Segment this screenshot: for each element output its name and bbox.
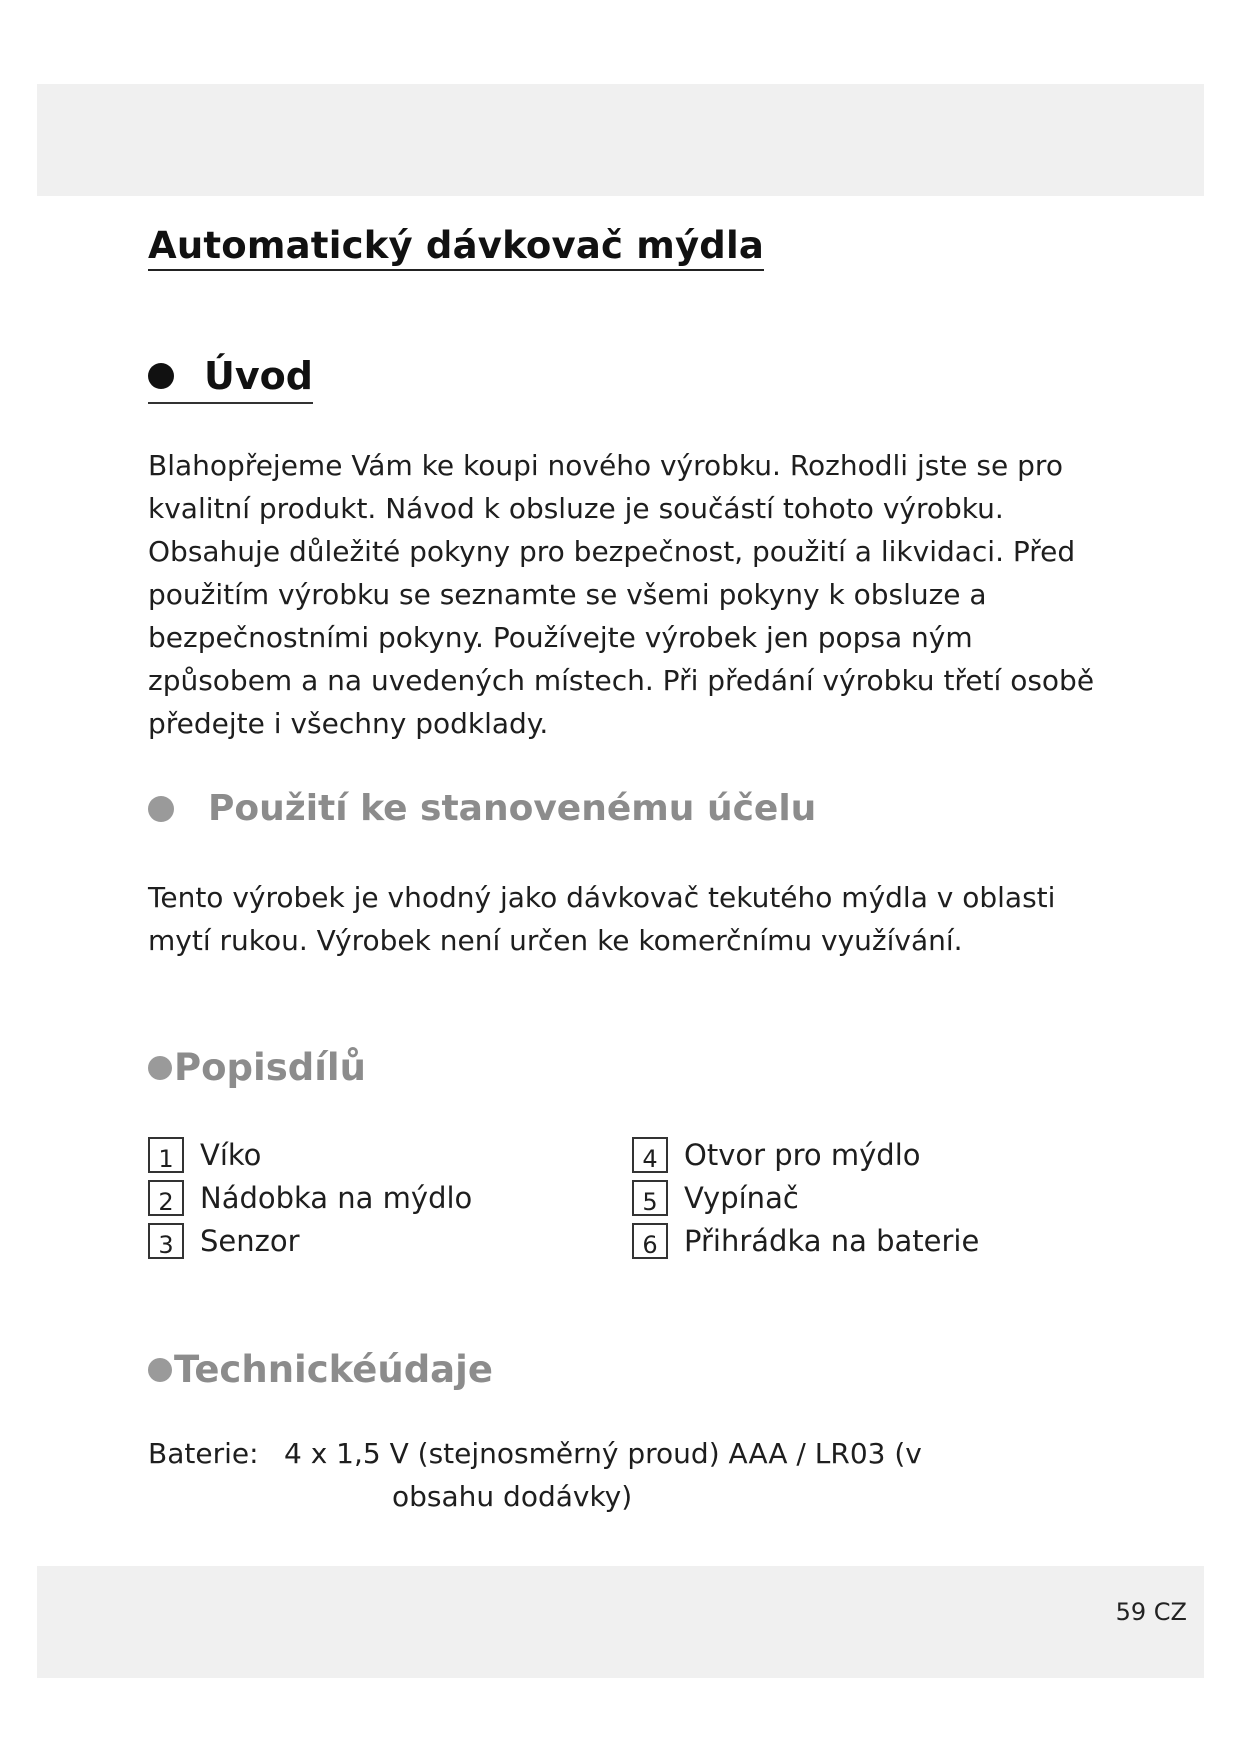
part-number-box: 1 [148, 1137, 184, 1173]
part-label: Senzor [200, 1223, 300, 1258]
part-number-box: 5 [632, 1180, 668, 1216]
part-label: Přihrádka na baterie [684, 1223, 980, 1258]
part-number-box: 3 [148, 1223, 184, 1259]
part-label: Otvor pro mýdlo [684, 1137, 921, 1172]
page-number: 59 CZ [1115, 1598, 1187, 1626]
bullet-icon [148, 796, 174, 822]
section-heading-parts [148, 1046, 366, 1089]
intro-paragraph: Blahopřejeme Vám ke koupi nového výrobku. Rozhodli jste se pro kvalitní produkt. Návod k obsluze je součástí tohoto výrobku. Obsahuje důležité pokyny pro bezpečnost, použití a likvidaci. Před použitím výrobku se seznamte se všemi pokyny k obsluze a bezpečnostními pokyny. Používejte výrobek jen popsa ným způsobem a na uvedených místech. Při předání výrobku třetí osobě předejte i všechny podklady. [148, 449, 1095, 740]
section-heading-tech-text: Technickéúdaje [174, 1348, 493, 1391]
part-label: Vypínač [684, 1180, 799, 1215]
usage-paragraph: Tento výrobek je vhodný jako dávkovač tekutého mýdla v oblasti mytí rukou. Výrobek není určen ke komerčnímu využívání. [148, 881, 1056, 957]
section-heading-parts-text: Popisdílů [174, 1046, 366, 1089]
footer-band [37, 1566, 1204, 1678]
part-item [632, 1176, 979, 1219]
battery-value: 4 x 1,5 V (stejnosměrný proud) AAA / LR03 (v [284, 1437, 922, 1470]
document-title: Automatický dávkovač mýdla [148, 224, 764, 271]
battery-label: Baterie: [148, 1437, 259, 1470]
battery-spec [148, 1432, 922, 1513]
section-heading-intro [148, 354, 313, 404]
part-number-box: 6 [632, 1223, 668, 1259]
header-band [37, 84, 1204, 196]
section-heading-usage [148, 788, 816, 829]
part-item [148, 1219, 472, 1262]
section-heading-tech [148, 1348, 493, 1391]
section-heading-usage-text: Použití ke stanovenému účelu [208, 788, 817, 829]
part-number-box: 2 [148, 1180, 184, 1216]
battery-value-continued: obsahu dodávky) [392, 1480, 633, 1513]
part-number-box: 4 [632, 1137, 668, 1173]
parts-column-left [148, 1133, 472, 1262]
part-label: Nádobka na mýdlo [200, 1180, 473, 1215]
part-item [148, 1133, 472, 1176]
bullet-icon [148, 1358, 172, 1382]
parts-column-right [632, 1133, 979, 1262]
part-item [632, 1219, 979, 1262]
part-label: Víko [200, 1137, 262, 1172]
section-heading-intro-text: Úvod [204, 354, 313, 398]
bullet-icon [148, 1056, 172, 1080]
part-item [632, 1133, 979, 1176]
part-item [148, 1176, 472, 1219]
bullet-icon [148, 363, 174, 389]
parts-list [148, 1133, 1108, 1273]
